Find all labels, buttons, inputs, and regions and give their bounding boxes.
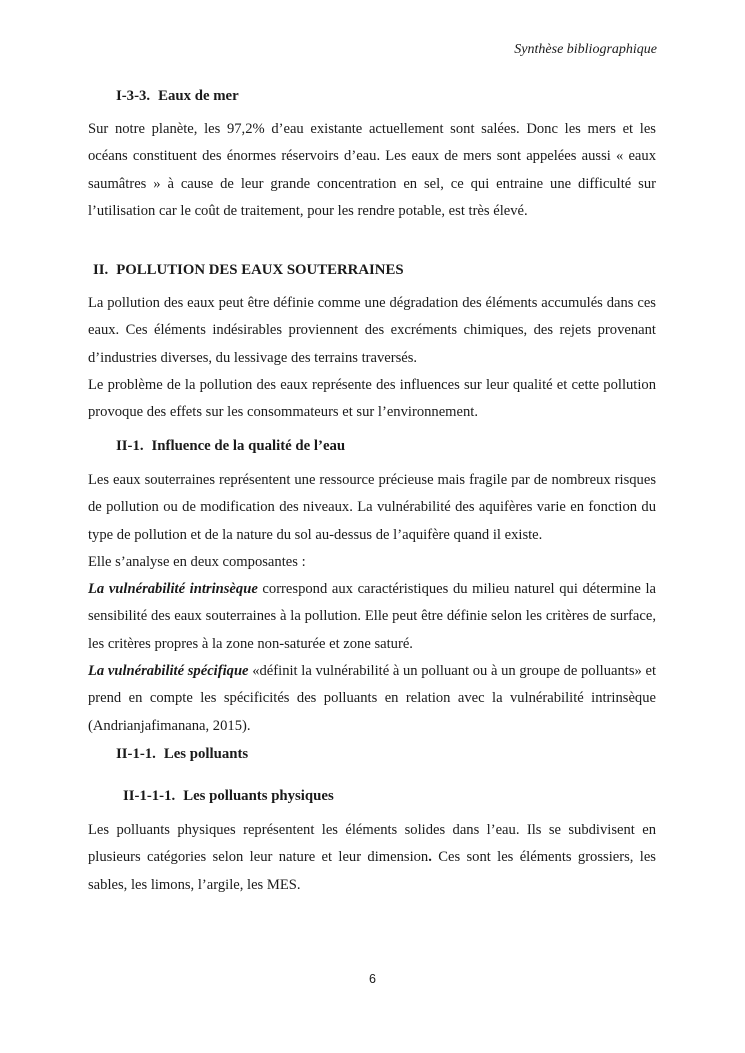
section-number: II-1-1-1. xyxy=(123,788,176,804)
paragraph-pollution-definition: La pollution des eaux peut être définie comme une dégradation des éléments accumulés dans ces eaux. Ces éléments indésirables proviennent des excréments chimiques, des rejets provenant d’industries diverses, du lessivage des terrains traversés. xyxy=(88,295,656,366)
paragraph-vulnerabilite-intrinseque xyxy=(88,576,656,658)
paragraph-pollution-probleme: Le problème de la pollution des eaux représente des influences sur leur qualité et cette pollution provoque des effets sur les consommateurs et sur l’environnement. xyxy=(88,377,656,421)
section-heading-polluants xyxy=(116,746,248,763)
paragraph-text-a: Les polluants physiques représentent les éléments solides dans l’eau. Ils se subdivisent en plusieurs catégories selon leur nature et leur dimension xyxy=(88,822,656,866)
section-number: II-1-1. xyxy=(116,746,156,762)
section-title: Influence de la qualité de l’eau xyxy=(151,438,346,454)
section-heading-pollution xyxy=(93,262,404,279)
section-title: POLLUTION DES EAUX SOUTERRAINES xyxy=(116,262,404,278)
paragraph-composantes: Elle s’analyse en deux composantes : xyxy=(88,554,306,570)
paragraph-text-b: Ces sont les éléments grossiers, les sables, les limons, l’argile, les MES. xyxy=(88,849,656,893)
running-header: Synthèse bibliographique xyxy=(514,42,657,57)
section-number: II-1. xyxy=(116,438,144,454)
section-number: I-3-3. xyxy=(116,88,151,104)
term-specifique: La vulnérabilité spécifique xyxy=(88,663,249,679)
section-title: Les polluants physiques xyxy=(183,788,334,804)
section-heading-eaux-de-mer xyxy=(116,88,239,105)
paragraph-influence-intro: Les eaux souterraines représentent une ressource précieuse mais fragile par de nombreux risques de pollution ou de modification des niveaux. La vulnérabilité des aquifères varie en fonction du type de pollution et de la nature du sol au-dessus de l’aquifère quand il existe. xyxy=(88,472,656,543)
paragraph-bold-dot: . xyxy=(428,849,432,866)
page-number: 6 xyxy=(369,972,376,986)
term-intrinseque-text: correspond aux caractéristiques du milieu naturel qui détermine la sensibilité des eaux souterraines à la pollution. Elle peut être définie selon les critères de surface, les critères propres à la zone non-saturée et zone saturé. xyxy=(88,581,656,652)
paragraph-eaux-de-mer: Sur notre planète, les 97,2% d’eau existante actuellement sont salées. Donc les mers et les océans constituent des énormes réservoirs d’eau. Les eaux de mers sont appelées aussi « eaux saumâtres » à cause de leur grande concentration en sel, ce qui entraine une difficulté sur l’utilisation car le coût de traitement, pour les rendre potable, est très élevé. xyxy=(88,121,656,219)
paragraph-polluants-physiques xyxy=(88,817,656,899)
section-title: Les polluants xyxy=(163,746,249,762)
paragraph-vulnerabilite-specifique xyxy=(88,658,656,740)
section-title: Eaux de mer xyxy=(158,88,239,104)
term-specifique-text: «définit la vulnérabilité à un polluant ou à un groupe de polluants» et prend en compte les spécificités des polluants en relation avec la vulnérabilité intrinsèque (Andrianjafimanana, 2015). xyxy=(88,663,657,734)
section-heading-polluants-physiques xyxy=(123,788,334,805)
section-heading-influence xyxy=(116,438,345,455)
section-number: II. xyxy=(93,262,109,278)
term-intrinseque: La vulnérabilité intrinsèque xyxy=(88,581,258,597)
